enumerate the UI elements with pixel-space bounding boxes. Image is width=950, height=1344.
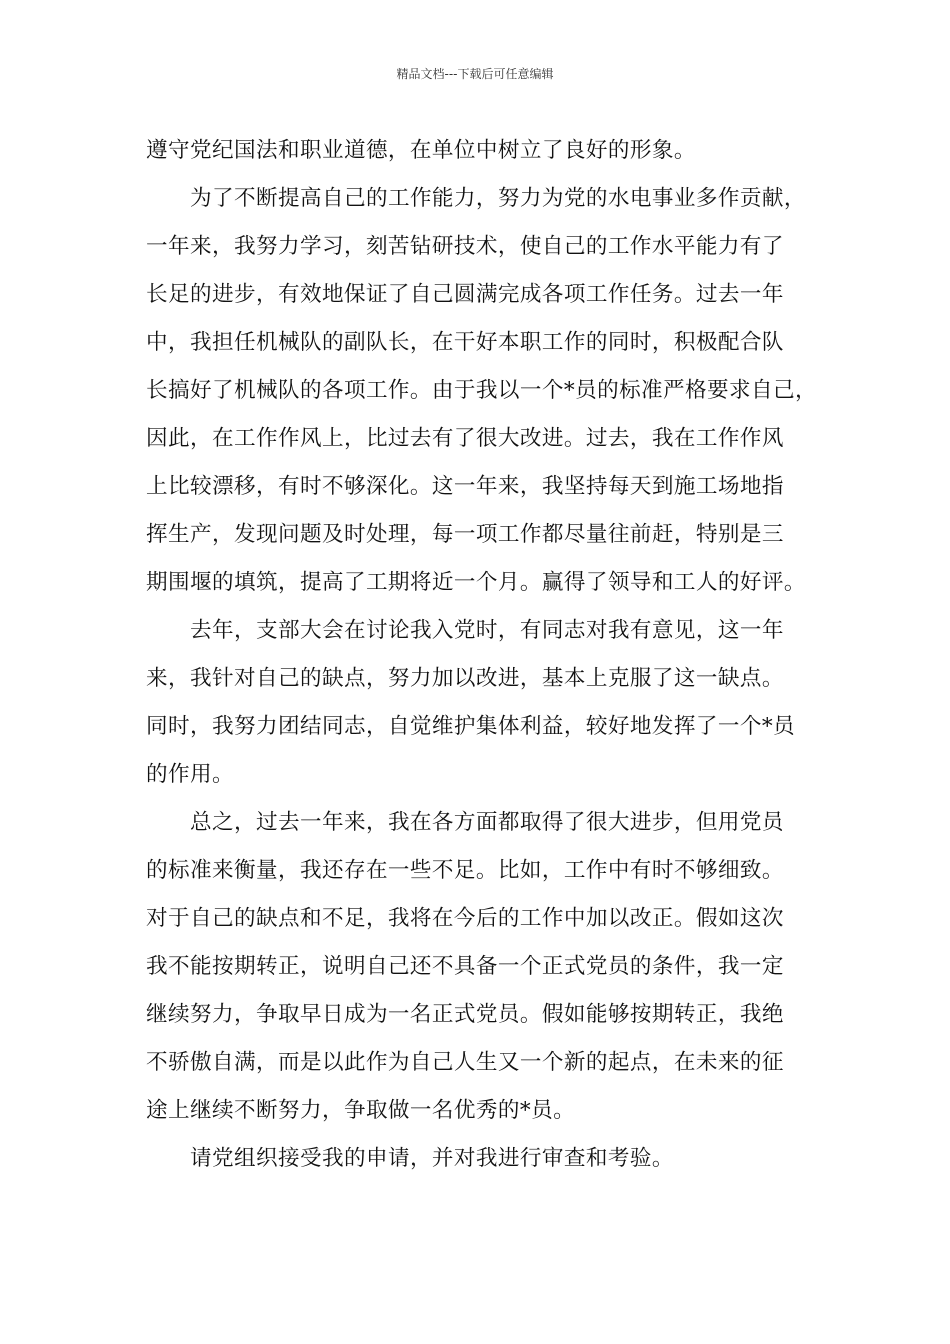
paragraph-1: [146, 127, 806, 175]
paragraph-5: [146, 1135, 806, 1183]
text-line: 长搞好了机械队的各项工作。由于我以一个*员的标准严格要求自己，: [146, 378, 818, 403]
text-line: 长足的进步，有效地保证了自己圆满完成各项工作任务。过去一年: [146, 282, 784, 307]
document-body: [146, 127, 818, 1183]
text-line: 我不能按期转正，说明自己还不具备一个正式党员的条件，我一定: [146, 954, 784, 979]
text-line: 一年来，我努力学习，刻苦钻研技术，使自己的工作水平能力有了: [146, 234, 784, 259]
text-line: 继续努力，争取早日成为一名正式党员。假如能够按期转正，我绝: [146, 1002, 784, 1027]
paragraph-3: [146, 607, 806, 799]
text-line: 因此，在工作作风上，比过去有了很大改进。过去，我在工作作风: [146, 426, 784, 451]
text-line: 期围堰的填筑，提高了工期将近一个月。赢得了领导和工人的好评。: [146, 570, 806, 595]
text-line: 对于自己的缺点和不足，我将在今后的工作中加以改正。假如这次: [146, 906, 784, 931]
text-line: 为了不断提高自己的工作能力，努力为党的水电事业多作贡献，: [190, 186, 806, 211]
text-line: 的标准来衡量，我还存在一些不足。比如，工作中有时不够细致。: [146, 858, 784, 883]
paragraph-2: [146, 175, 818, 607]
text-line: 中，我担任机械队的副队长，在干好本职工作的同时，积极配合队: [146, 330, 784, 355]
text-line: 挥生产，发现问题及时处理，每一项工作都尽量往前赶，特别是三: [146, 522, 784, 547]
text-line: 的作用。: [146, 762, 234, 787]
text-line: 去年，支部大会在讨论我入党时，有同志对我有意见，这一年: [190, 618, 784, 643]
text-line: 遵守党纪国法和职业道德，在单位中树立了良好的形象。: [146, 138, 696, 163]
text-line: 总之，过去一年来，我在各方面都取得了很大进步，但用党员: [190, 810, 784, 835]
text-line: 不骄傲自满，而是以此作为自己人生又一个新的起点，在未来的征: [146, 1050, 784, 1075]
text-line: 请党组织接受我的申请，并对我进行审查和考验。: [190, 1146, 674, 1171]
text-line: 途上继续不断努力，争取做一名优秀的*员。: [146, 1098, 576, 1123]
text-line: 上比较漂移，有时不够深化。这一年来，我坚持每天到施工场地指: [146, 474, 784, 499]
page-header: 精品文档---下载后可任意编辑: [396, 67, 554, 81]
paragraph-4: [146, 799, 806, 1135]
text-line: 同时，我努力团结同志，自觉维护集体利益，较好地发挥了一个*员: [146, 714, 796, 739]
text-line: 来，我针对自己的缺点，努力加以改进，基本上克服了这一缺点。: [146, 666, 784, 691]
